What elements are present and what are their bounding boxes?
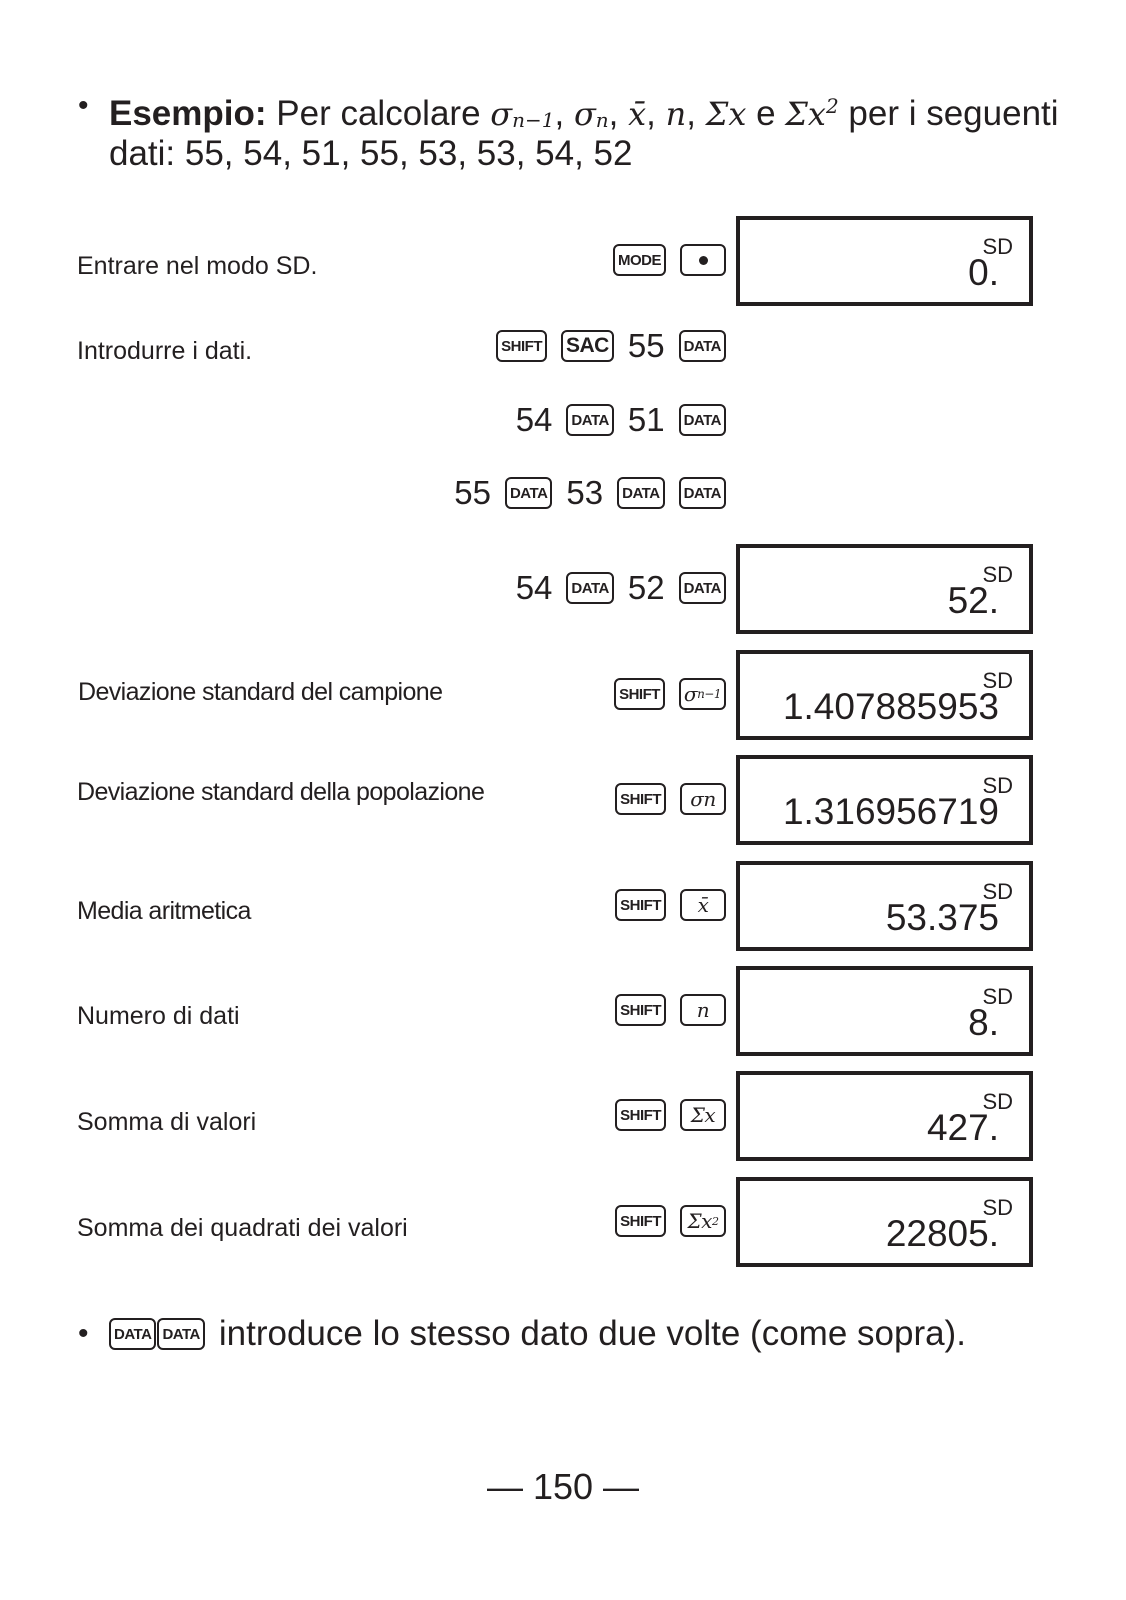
note bbox=[78, 1310, 966, 1358]
symbol-x-bar: x̄ bbox=[628, 95, 647, 133]
mode-indicator: SD bbox=[982, 1089, 1013, 1114]
display-sample-sd bbox=[736, 650, 1033, 740]
data-key[interactable]: DATA bbox=[679, 572, 726, 604]
keys-data-row-3 bbox=[454, 473, 726, 513]
mode-indicator: SD bbox=[982, 668, 1013, 693]
sigma-n-1-key[interactable]: σ n−1 bbox=[679, 678, 726, 710]
shift-key[interactable]: SHIFT bbox=[615, 994, 666, 1026]
symbol-n: n bbox=[665, 95, 687, 133]
symbol-sum-x: Σx bbox=[705, 95, 747, 133]
display-value: 427. bbox=[926, 1107, 999, 1148]
shift-key[interactable]: SHIFT bbox=[614, 678, 665, 710]
dot-icon bbox=[699, 256, 708, 265]
keys-sum bbox=[615, 1095, 726, 1135]
step-label-enter-data: Introdurre i dati. bbox=[77, 337, 253, 365]
shift-key[interactable]: SHIFT bbox=[615, 889, 666, 921]
mode-key[interactable]: MODE bbox=[613, 244, 666, 276]
data-value: 52 bbox=[627, 569, 665, 606]
keys-enter-data bbox=[496, 326, 726, 366]
shift-key[interactable]: SHIFT bbox=[615, 1205, 666, 1237]
sum-x-key[interactable]: Σx bbox=[680, 1099, 726, 1131]
keys-population-sd bbox=[615, 779, 726, 819]
data-key[interactable]: DATA bbox=[679, 404, 726, 436]
shift-key[interactable]: SHIFT bbox=[615, 1099, 666, 1131]
display-value: 53.375 bbox=[885, 897, 999, 938]
keys-sum-squares bbox=[615, 1201, 726, 1241]
keys-data-row-4 bbox=[516, 568, 726, 608]
sac-key[interactable]: SAC bbox=[561, 330, 614, 362]
data-key[interactable]: DATA bbox=[679, 330, 726, 362]
intro-line-1: Esempio: Per calcolare $\sigma_{n-1}$, $\sigma_n$, x̄, n, Σx e $\Sigma x^2$ per i seguenti bbox=[109, 94, 1059, 133]
display-mean bbox=[736, 861, 1033, 951]
step-label-sample-sd: Deviazione standard del campione bbox=[78, 678, 443, 706]
mode-indicator: SD bbox=[982, 234, 1013, 259]
data-key[interactable]: DATA bbox=[617, 477, 664, 509]
step-label-enter-mode: Entrare nel modo SD. bbox=[77, 252, 318, 280]
keys-enter-mode bbox=[613, 240, 726, 280]
note-text: introduce lo stesso dato due volte (come sopra). bbox=[218, 1314, 966, 1353]
data-key[interactable]: DATA bbox=[679, 477, 726, 509]
symbol-sigma-n: $\sigma_n$ bbox=[573, 95, 609, 133]
display-value: 52. bbox=[947, 580, 999, 621]
bullet: • bbox=[78, 1317, 89, 1350]
data-key[interactable]: DATA bbox=[109, 1318, 156, 1350]
bullet: • bbox=[78, 89, 89, 122]
data-value: 54 bbox=[515, 569, 553, 606]
n-key[interactable]: n bbox=[680, 994, 726, 1026]
display-value: 22805. bbox=[885, 1213, 999, 1254]
keys-mean bbox=[615, 885, 726, 925]
mode-indicator: SD bbox=[982, 984, 1013, 1009]
display-mode-sd bbox=[736, 216, 1033, 306]
mode-indicator: SD bbox=[982, 562, 1013, 587]
step-label-mean: Media aritmetica bbox=[77, 897, 251, 925]
keys-sample-sd bbox=[614, 674, 726, 714]
step-label-sum: Somma di valori bbox=[77, 1108, 257, 1136]
data-value: 51 bbox=[627, 401, 665, 438]
data-value: 53 bbox=[566, 474, 604, 511]
data-value: 55 bbox=[454, 474, 491, 511]
intro-line-2: dati: 55, 54, 51, 55, 53, 53, 54, 52 bbox=[109, 134, 633, 173]
symbol-sigma-n-1: $\sigma_{n-1}$ bbox=[490, 95, 555, 133]
display-sum-squares bbox=[736, 1177, 1033, 1267]
display-value: 8. bbox=[968, 1002, 999, 1043]
data-key[interactable]: DATA bbox=[505, 477, 552, 509]
data-value: 55 bbox=[627, 327, 665, 364]
shift-key[interactable]: SHIFT bbox=[615, 783, 666, 815]
step-label-sum-squares: Somma dei quadrati dei valori bbox=[77, 1214, 408, 1242]
mode-indicator: SD bbox=[982, 1195, 1013, 1220]
shift-key[interactable]: SHIFT bbox=[496, 330, 547, 362]
data-key[interactable]: DATA bbox=[566, 404, 613, 436]
sigma-n-key[interactable]: σn bbox=[680, 783, 726, 815]
page-number: — 150 — bbox=[486, 1466, 640, 1507]
display-last-data bbox=[736, 544, 1033, 634]
step-label-population-sd: Deviazione standard della popolazione bbox=[77, 778, 485, 806]
display-count bbox=[736, 966, 1033, 1056]
mode-indicator: SD bbox=[982, 773, 1013, 798]
decimal-point-key[interactable] bbox=[680, 244, 726, 276]
sum-x-squared-key[interactable]: Σx 2 bbox=[680, 1205, 726, 1237]
step-label-count: Numero di dati bbox=[77, 1002, 240, 1030]
data-key[interactable]: DATA bbox=[566, 572, 613, 604]
example-heading: Esempio: bbox=[109, 94, 267, 133]
display-sum bbox=[736, 1071, 1033, 1161]
display-value: 1.407885953 bbox=[782, 686, 999, 727]
display-value: 0. bbox=[968, 252, 999, 293]
data-key[interactable]: DATA bbox=[157, 1318, 204, 1350]
keys-count bbox=[615, 990, 726, 1030]
data-value: 54 bbox=[515, 401, 553, 438]
x-bar-key[interactable]: x̄ bbox=[680, 889, 726, 921]
symbol-sum-x-squared: $\Sigma x^2$ bbox=[785, 94, 839, 133]
display-population-sd bbox=[736, 755, 1033, 845]
mode-indicator: SD bbox=[982, 879, 1013, 904]
keys-data-row-2 bbox=[516, 400, 726, 440]
display-value: 1.316956719 bbox=[782, 791, 999, 832]
